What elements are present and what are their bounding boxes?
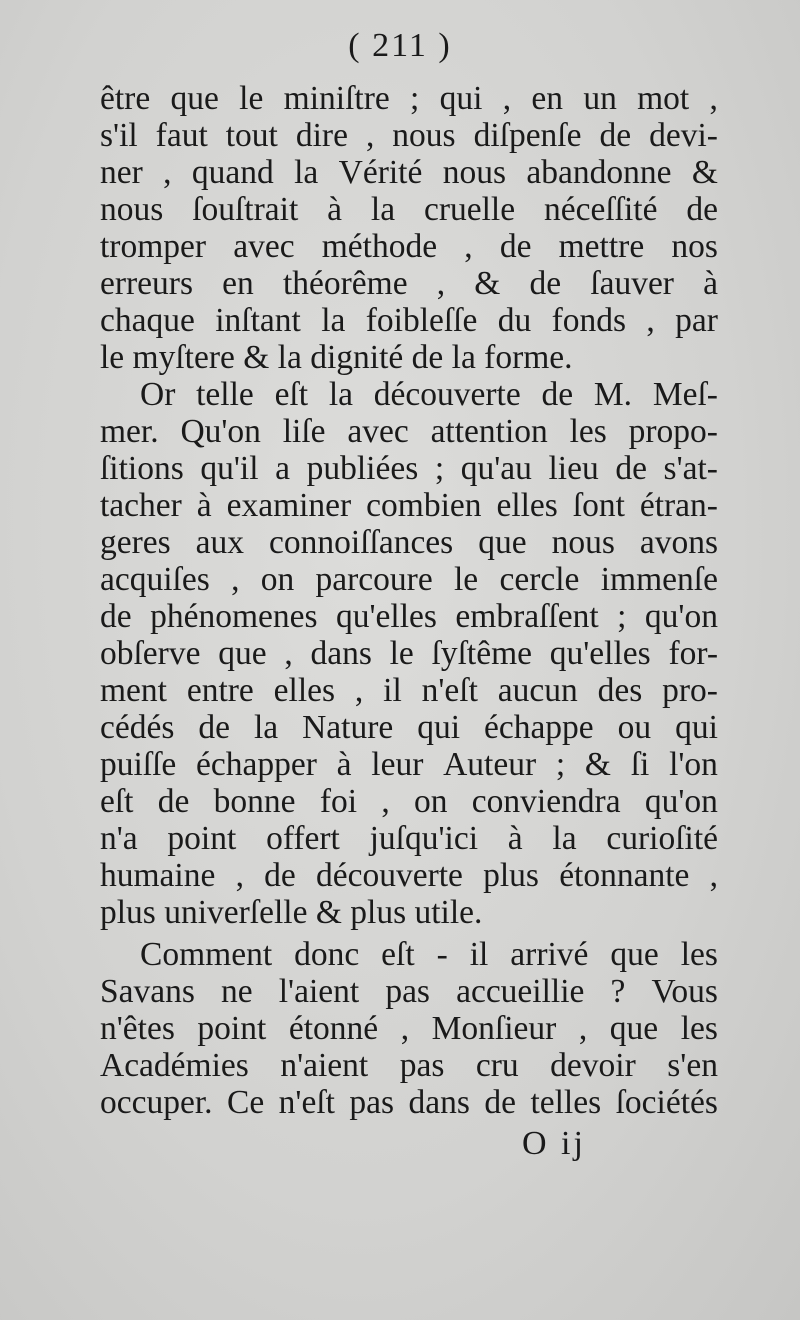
- word: le: [454, 561, 479, 598]
- text-line: [100, 487, 718, 524]
- word: on: [413, 783, 448, 820]
- word: dans: [408, 1084, 470, 1121]
- word: de: [157, 783, 190, 820]
- word: -: [436, 936, 448, 973]
- word: accueillie: [456, 973, 585, 1010]
- word: &: [584, 746, 611, 783]
- word: curioſité: [606, 820, 718, 857]
- word: ſyſtême: [431, 635, 533, 672]
- word: liſe: [282, 413, 326, 450]
- word: échappe: [483, 709, 594, 746]
- word: qu'on: [644, 598, 718, 635]
- word: cru: [475, 1047, 519, 1084]
- word: de: [264, 857, 296, 894]
- word: &: [474, 265, 501, 302]
- word: embraſſent: [455, 598, 599, 635]
- word: que: [609, 1010, 659, 1047]
- text-line: [100, 1047, 718, 1084]
- signature-mark: O ij: [522, 1125, 586, 1162]
- word: qui: [675, 709, 718, 746]
- word: propo-: [628, 413, 718, 450]
- word: n'eſt: [421, 672, 478, 709]
- text-line: [100, 450, 718, 487]
- text-line: [100, 635, 718, 672]
- word: ,: [646, 302, 655, 339]
- word: ſouſtrait: [192, 191, 299, 228]
- word: offert: [266, 820, 340, 857]
- word: Académies: [100, 1047, 249, 1084]
- word: il: [383, 672, 402, 709]
- word: Nature: [302, 709, 394, 746]
- word: Meſ-: [652, 376, 718, 413]
- word: de: [484, 1084, 516, 1121]
- word: échapper: [196, 746, 317, 783]
- word: ment: [100, 672, 167, 709]
- word: Ce: [227, 1084, 265, 1121]
- word: de: [541, 376, 574, 413]
- word: ,: [235, 857, 244, 894]
- text-line: [100, 265, 718, 302]
- word: de: [529, 265, 562, 302]
- word: par: [675, 302, 718, 339]
- word: point: [167, 820, 237, 857]
- text-line: [100, 154, 718, 191]
- word: les: [569, 413, 607, 450]
- word: publiées: [306, 450, 419, 487]
- word: les: [680, 1010, 718, 1047]
- word: qu'il: [200, 450, 259, 487]
- word: lieu: [548, 450, 599, 487]
- word: néceſſité: [544, 191, 658, 228]
- word: les: [680, 936, 718, 973]
- word: mot: [637, 80, 690, 117]
- word: ,: [365, 117, 375, 154]
- word: ſi: [630, 746, 650, 783]
- word: mettre: [558, 228, 645, 265]
- paragraph-first-line: [100, 376, 718, 413]
- word: étonné: [288, 1010, 379, 1047]
- text-line: [100, 672, 718, 709]
- word: ,: [502, 80, 512, 117]
- word: qu'on: [644, 783, 718, 820]
- word: Vous: [651, 973, 718, 1010]
- text-line: [100, 857, 718, 894]
- word: tout: [225, 117, 278, 154]
- word: Auteur: [443, 746, 537, 783]
- word: de: [198, 709, 230, 746]
- text-line: le myſtere & la dignité de la forme.: [100, 339, 573, 376]
- word: abandonne: [526, 154, 672, 191]
- word: phénomenes: [150, 598, 318, 635]
- word: n'a: [100, 820, 138, 857]
- word: n'eſt: [278, 1084, 335, 1121]
- word: ſociétés: [615, 1084, 718, 1121]
- word: arrivé: [510, 936, 589, 973]
- word: chaque: [100, 302, 195, 339]
- word: Comment: [140, 936, 273, 973]
- word: a: [275, 450, 290, 487]
- page-number-header: ( 211 ): [348, 27, 452, 64]
- word: ,: [354, 672, 364, 709]
- word: telle: [196, 376, 254, 413]
- word: conviendra: [471, 783, 621, 820]
- word: ne: [221, 973, 253, 1010]
- word: for-: [668, 635, 718, 672]
- word: ,: [231, 561, 240, 598]
- word: humaine: [100, 857, 216, 894]
- word: en: [531, 80, 564, 117]
- word: point: [197, 1010, 267, 1047]
- text-line: [100, 1084, 718, 1121]
- word: Monſieur: [431, 1010, 557, 1047]
- word: mer.: [100, 413, 159, 450]
- word: théorême: [282, 265, 408, 302]
- text-line: [100, 561, 718, 598]
- word: Or: [140, 376, 176, 413]
- word: ;: [555, 746, 566, 783]
- word: pro-: [662, 672, 718, 709]
- word: cercle: [499, 561, 580, 598]
- word: pas: [399, 1047, 445, 1084]
- word: du: [497, 302, 532, 339]
- word: de: [599, 117, 632, 154]
- word: combien: [366, 487, 482, 524]
- word: Qu'on: [180, 413, 261, 450]
- word: de: [686, 191, 718, 228]
- word: ,: [284, 635, 293, 672]
- word: ;: [434, 450, 445, 487]
- word: aucun: [497, 672, 578, 709]
- paragraph-first-line: [100, 936, 718, 973]
- word: puiſſe: [100, 746, 177, 783]
- word: elles: [496, 487, 558, 524]
- word: bonne: [213, 783, 296, 820]
- word: &: [691, 154, 718, 191]
- word: diſpenſe: [473, 117, 582, 154]
- text-line: [100, 598, 718, 635]
- word: avec: [233, 228, 295, 265]
- word: nos: [671, 228, 718, 265]
- word: un: [583, 80, 617, 117]
- word: de: [100, 598, 132, 635]
- word: étonnante: [559, 857, 690, 894]
- word: erreurs: [100, 265, 193, 302]
- word: la: [370, 191, 396, 228]
- word: ſauver: [590, 265, 674, 302]
- word: de: [499, 228, 532, 265]
- text-line: [100, 820, 718, 857]
- word: la: [294, 154, 319, 191]
- word: on: [260, 561, 295, 598]
- word: de: [615, 450, 647, 487]
- text-line: [100, 228, 718, 265]
- word: ner: [100, 154, 143, 191]
- word: devoir: [550, 1047, 636, 1084]
- word: acquiſes: [100, 561, 210, 598]
- word: connoiſſances: [269, 524, 454, 561]
- word: à: [703, 265, 718, 302]
- word: cruelle: [423, 191, 516, 228]
- word: juſqu'ici: [369, 820, 479, 857]
- word: faut: [155, 117, 208, 154]
- word: s'at-: [663, 450, 718, 487]
- text-line: plus univerſelle & plus utile.: [100, 894, 483, 931]
- word: donc: [294, 936, 360, 973]
- word: geres: [100, 524, 171, 561]
- word: pas: [385, 973, 430, 1010]
- word: fonds: [551, 302, 627, 339]
- word: l'on: [669, 746, 718, 783]
- word: découverte: [373, 376, 521, 413]
- word: avec: [347, 413, 409, 450]
- word: ?: [610, 973, 626, 1010]
- word: à: [507, 820, 523, 857]
- word: qu'elles: [336, 598, 437, 635]
- word: Savans: [100, 973, 195, 1010]
- word: découverte: [315, 857, 463, 894]
- word: qui: [439, 80, 483, 117]
- text-line: [100, 80, 718, 117]
- word: pas: [349, 1084, 395, 1121]
- word: devi-: [649, 117, 718, 154]
- word: avons: [639, 524, 718, 561]
- word: ;: [617, 598, 627, 635]
- text-line: [100, 709, 718, 746]
- page-body-text: [100, 80, 718, 1121]
- word: ,: [709, 80, 718, 117]
- word: occuper.: [100, 1084, 213, 1121]
- word: telles: [530, 1084, 602, 1121]
- word: nous: [442, 154, 507, 191]
- text-line: [100, 1010, 718, 1047]
- word: cédés: [100, 709, 175, 746]
- word: ,: [464, 228, 473, 265]
- word: tacher: [100, 487, 182, 524]
- word: nous: [551, 524, 615, 561]
- word: ſont: [572, 487, 625, 524]
- word: s'il: [100, 117, 138, 154]
- text-line: [100, 746, 718, 783]
- word: la: [253, 709, 279, 746]
- word: plus: [483, 857, 539, 894]
- word: être: [100, 80, 151, 117]
- word: le: [389, 635, 414, 672]
- text-line: [100, 413, 718, 450]
- text-line: [100, 302, 718, 339]
- word: la: [552, 820, 577, 857]
- word: parcoure: [315, 561, 433, 598]
- word: elles: [273, 672, 336, 709]
- text-line: [100, 973, 718, 1010]
- text-line: [100, 524, 718, 561]
- word: s'en: [667, 1047, 718, 1084]
- word: Vérité: [338, 154, 423, 191]
- word: M.: [593, 376, 633, 413]
- word: quand: [191, 154, 274, 191]
- word: qu'au: [460, 450, 532, 487]
- word: miniſtre: [283, 80, 390, 117]
- word: attention: [430, 413, 548, 450]
- word: ſitions: [100, 450, 184, 487]
- text-line: [100, 117, 718, 154]
- word: dire: [295, 117, 348, 154]
- word: en: [222, 265, 254, 302]
- word: obſerve: [100, 635, 201, 672]
- word: à: [336, 746, 352, 783]
- word: foi: [319, 783, 358, 820]
- word: ,: [381, 783, 390, 820]
- word: n'êtes: [100, 1010, 175, 1047]
- word: entre: [186, 672, 254, 709]
- word: inſtant: [215, 302, 301, 339]
- word: le: [239, 80, 264, 117]
- word: dans: [310, 635, 372, 672]
- word: eſt: [381, 936, 415, 973]
- word: que: [218, 635, 267, 672]
- word: eſt: [100, 783, 134, 820]
- word: la: [328, 376, 353, 413]
- word: qui: [417, 709, 460, 746]
- word: méthode: [321, 228, 438, 265]
- word: à: [196, 487, 212, 524]
- word: que: [478, 524, 527, 561]
- word: que: [610, 936, 659, 973]
- word: examiner: [226, 487, 352, 524]
- word: l'aient: [278, 973, 360, 1010]
- word: n'aient: [280, 1047, 369, 1084]
- word: ,: [578, 1010, 588, 1047]
- word: nous: [392, 117, 456, 154]
- word: que: [170, 80, 219, 117]
- word: ,: [400, 1010, 410, 1047]
- word: ,: [163, 154, 172, 191]
- word: foibleſſe: [365, 302, 478, 339]
- word: il: [469, 936, 489, 973]
- word: immenſe: [600, 561, 718, 598]
- text-line: [100, 783, 718, 820]
- word: la: [321, 302, 346, 339]
- word: tromper: [100, 228, 207, 265]
- word: ,: [436, 265, 446, 302]
- word: ;: [410, 80, 420, 117]
- text-line: [100, 191, 718, 228]
- word: qu'elles: [549, 635, 651, 672]
- word: leur: [371, 746, 424, 783]
- word: nous: [100, 191, 164, 228]
- word: ,: [709, 857, 718, 894]
- word: étran-: [639, 487, 718, 524]
- word: eſt: [274, 376, 309, 413]
- word: des: [597, 672, 643, 709]
- word: à: [327, 191, 343, 228]
- word: aux: [195, 524, 245, 561]
- word: ou: [617, 709, 652, 746]
